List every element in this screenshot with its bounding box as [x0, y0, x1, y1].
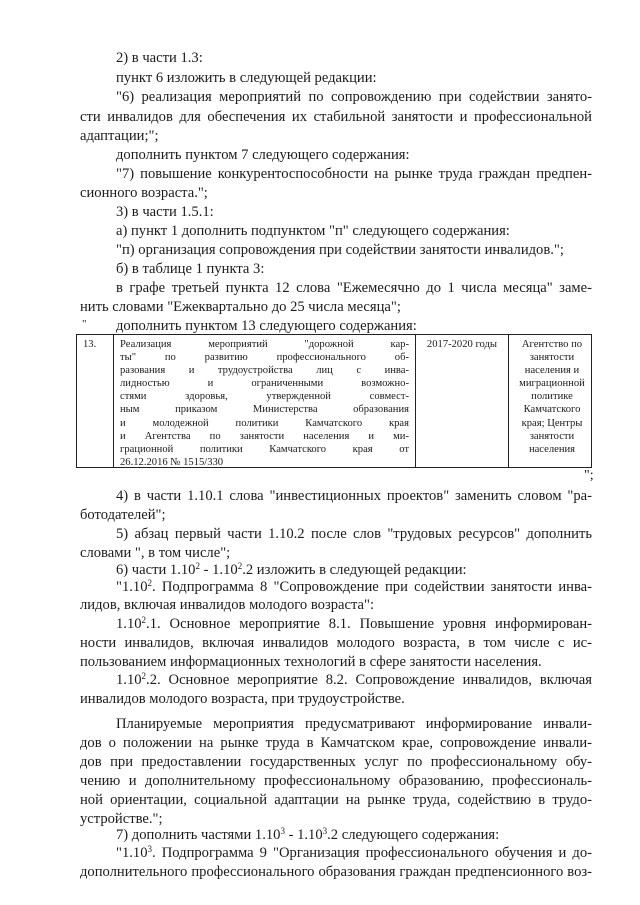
table-cell-number: 13. — [77, 335, 114, 467]
text-line: пункт 6 изложить в следующей редакции: — [116, 70, 377, 86]
text-line: устройстве."; — [80, 811, 163, 827]
text-line: дополнить пунктом 7 следующего содержания: — [116, 147, 410, 163]
text-line: 5) абзац первый части 1.10.2 после слов "трудовых ресурсов" дополнить — [116, 526, 592, 542]
text-line: лидов, включая инвалидов молодого возраста": — [80, 597, 375, 613]
table-description-line: грационной политики Камчатского края от — [120, 443, 409, 455]
text-line: "6) реализация мероприятий по сопровождению при содействии занято- — [116, 89, 592, 105]
text-line: "п) организация сопровождения при содействии занятости инвалидов."; — [116, 242, 564, 258]
text-line: словами ", в том числе"; — [80, 545, 231, 561]
open-quote-mark: " — [82, 318, 87, 330]
text-line: дополнительного профессионального образования граждан предпенсионного воз- — [80, 864, 592, 880]
text-line: 6) части 1.10$^2$ - 1.10$^2$.2 изложить в следующей редакции: — [116, 561, 467, 578]
text-line: 3) в части 1.5.1: — [116, 204, 214, 220]
text-line: дополнить пунктом 13 следующего содержания: — [116, 318, 417, 334]
text-line: Планируемые мероприятия предусматривают информирование инвали- — [116, 716, 592, 732]
text-line: 4) в части 1.10.1 слова "инвестиционных проектов" заменить словом "ра- — [116, 488, 592, 504]
text-line: "1.10$^3$. Подпрограмма 9 "Организация профессионального обучения и до- — [116, 844, 592, 861]
text-line: дов о положении на рынке труда в Камчатском крае, сопровождение инвали- — [80, 735, 592, 751]
table-description-line: ты" по развитию профессионального об- — [120, 352, 409, 364]
text-line: дов при предоставлении государственных услуг по профессиональному обу- — [80, 754, 592, 770]
table-description-line: разования и трудоустройства лиц с инва- — [120, 365, 409, 377]
text-line: ной ориентации, социальной адаптации на рынке труда, содействию в трудо- — [80, 792, 592, 808]
inserted-table-row — [76, 334, 592, 468]
table-description-line: стями здоровья, утвержденной совмест- — [120, 391, 409, 403]
table-description-line: 26.12.2016 № 1515/330 — [120, 456, 224, 468]
table-cell-period: 2017-2020 годы — [416, 335, 509, 467]
text-line: пользованием информационных технологий в сфере занятости населения. — [80, 654, 542, 670]
text-line: чению и дополнительному профессиональному образованию, профессиональ- — [80, 773, 592, 789]
table-cell-executor: Агентство по занятости населения и миграционной политике Камчатского края; Центры занятости населения — [519, 339, 585, 455]
text-line: б) в таблице 1 пункта 3: — [116, 261, 265, 277]
text-line: 7) дополнить частями 1.10$^3$ - 1.10$^3$.2 следующего содержания: — [116, 826, 500, 843]
table-description-line: Реализация мероприятий "дорожной кар- — [120, 339, 409, 350]
table-description-line: и Агентства по занятости населения и ми- — [120, 430, 409, 442]
table-description-line: и молодежной политики Камчатского края — [120, 417, 409, 429]
text-line: 2) в части 1.3: — [116, 50, 203, 66]
text-line: сти инвалидов для обеспечения их стабильной занятости и профессиональной — [80, 109, 592, 125]
text-line: сионного возраста."; — [80, 185, 208, 201]
text-line: "1.10$^2$. Подпрограмма 8 "Сопровождение при содействии занятости инва- — [116, 578, 592, 595]
text-line: нить словами "Ежеквартально до 25 числа месяца"; — [80, 299, 401, 315]
text-line: 1.10$^2$.1. Основное мероприятие 8.1. Повышение уровня информирован- — [116, 615, 592, 632]
table-cell-description — [114, 335, 416, 467]
close-quote-mark: "; — [584, 468, 594, 483]
text-line: 1.10$^2$.2. Основное мероприятие 8.2. Сопровождение инвалидов, включая — [116, 671, 592, 688]
text-line: ности инвалидов, включая инвалидов молодого возраста, в том числе с ис- — [80, 635, 592, 651]
text-line: "7) повышение конкурентоспособности на рынке труда граждан предпен- — [116, 166, 592, 182]
text-line: адаптации;"; — [80, 128, 159, 144]
table-description-line: лидностью и ограниченными возможно- — [120, 378, 409, 390]
table-description-line: ным приказом Министерства образования — [120, 404, 409, 416]
text-line: ботодателей"; — [80, 507, 166, 523]
text-line: инвалидов молодого возраста, при трудоустройстве. — [80, 691, 405, 707]
text-line: в графе третьей пункта 12 слова "Ежемесячно до 1 числа месяца" заме- — [116, 280, 592, 296]
text-line: а) пункт 1 дополнить подпунктом "п" следующего содержания: — [116, 223, 510, 239]
